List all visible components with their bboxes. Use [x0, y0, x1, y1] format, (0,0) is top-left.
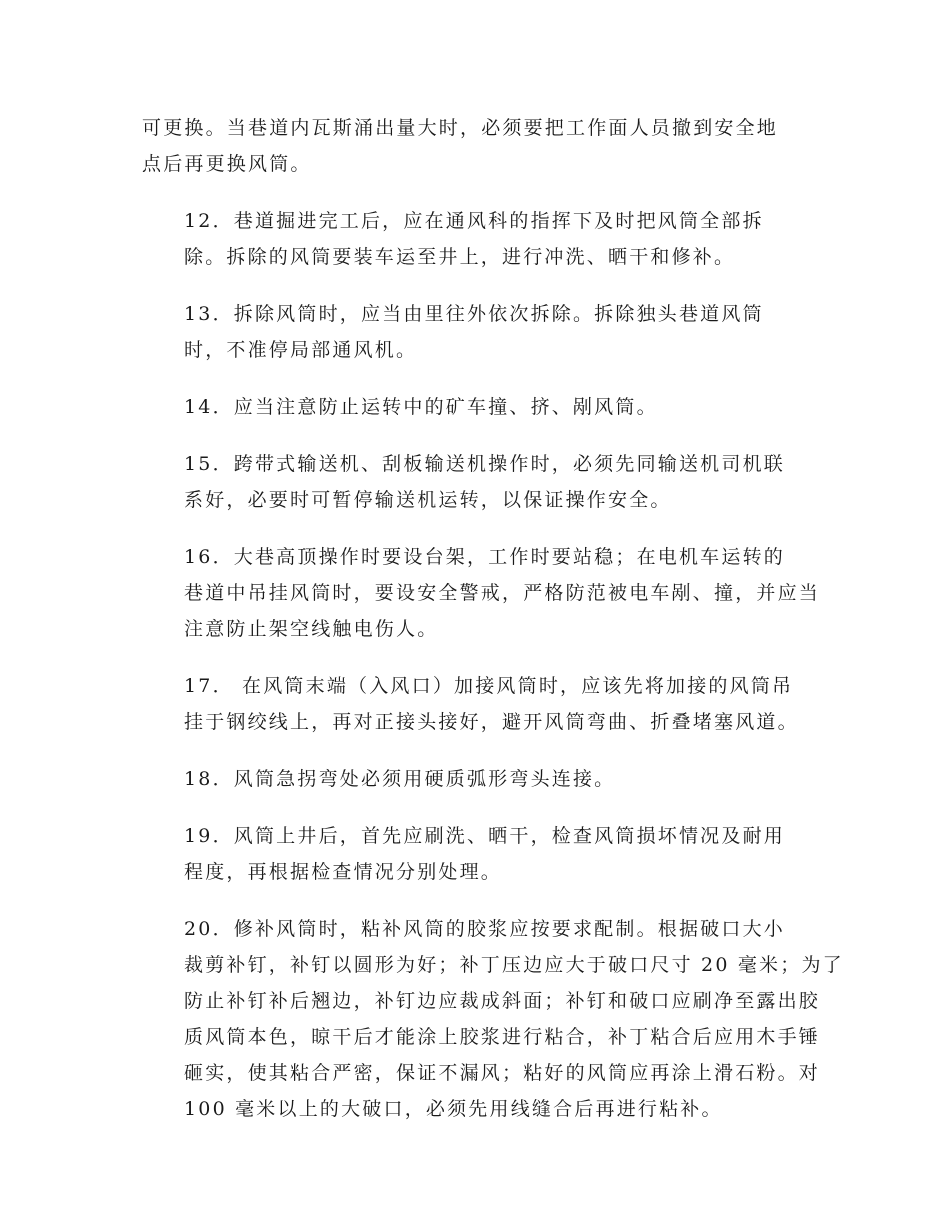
text-line: 16．大巷高顶操作时要设台架，工作时要站稳；在电机车运转的: [184, 546, 785, 568]
paragraph: [142, 761, 810, 797]
paragraph: [142, 446, 810, 518]
text-line: 挂于钢绞线上，再对正接头接好，避开风筒弯曲、折叠堵塞风道。: [184, 711, 799, 733]
text-line: 18．风筒急拐弯处必须用硬质弧形弯头连接。: [184, 768, 616, 790]
text-line: 除。拆除的风筒要装车运至井上，进行冲洗、晒干和修补。: [184, 246, 736, 268]
paragraph: [142, 296, 810, 368]
text-line: 17． 在风筒末端（入风口）加接风筒时，应该先将加接的风筒吊: [184, 675, 794, 697]
text-line: 程度，再根据检查情况分别处理。: [184, 861, 503, 883]
document-body: [142, 110, 844, 1148]
text-line: 裁剪补钉，补钉以圆形为好；补丁压边应大于破口尺寸 20 毫米；为了: [184, 954, 844, 976]
text-line: 系好，必要时可暂停输送机运转，以保证操作安全。: [184, 489, 672, 511]
text-line: 12．巷道掘进完工后，应在通风科的指挥下及时把风筒全部拆: [184, 210, 764, 232]
text-line: 13．拆除风筒时，应当由里往外依次拆除。拆除独头巷道风筒: [184, 303, 764, 325]
text-line: 时，不准停局部通风机。: [184, 339, 418, 361]
text-line: 点后再更换风筒。: [142, 153, 312, 175]
paragraph: [142, 110, 810, 182]
text-line: 注意防止架空线触电伤人。: [184, 618, 439, 640]
text-line: 15．跨带式输送机、刮板输送机操作时，必须先同输送机司机联: [184, 453, 785, 475]
text-line: 防止补钉补后翘边，补钉边应裁成斜面；补钉和破口应刷净至露出胶: [184, 990, 821, 1012]
text-line: 质风筒本色，晾干后才能涂上胶浆进行粘合，补丁粘合后应用木手锤: [184, 1026, 821, 1048]
text-line: 可更换。当巷道内瓦斯涌出量大时，必须要把工作面人员撤到安全地: [142, 117, 779, 139]
text-line: 100 毫米以上的大破口，必须先用线缝合后再进行粘补。: [184, 1098, 723, 1120]
paragraph: [142, 818, 810, 890]
text-line: 巷道中吊挂风筒时，要设安全警戒，严格防范被电车剐、撞，并应当: [184, 582, 821, 604]
text-line: 砸实，使其粘合严密，保证不漏风；粘好的风筒应再涂上滑石粉。对: [184, 1062, 821, 1084]
text-line: 14．应当注意防止运转中的矿车撞、挤、剐风筒。: [184, 396, 658, 418]
paragraph: [142, 389, 810, 425]
paragraph: [142, 911, 844, 1127]
paragraph: [142, 668, 810, 740]
text-line: 19．风筒上井后，首先应刷洗、晒干，检查风筒损坏情况及耐用: [184, 825, 785, 847]
paragraph: [142, 539, 821, 647]
paragraph: [142, 203, 810, 275]
text-line: 20．修补风筒时，粘补风筒的胶浆应按要求配制。根据破口大小: [184, 918, 785, 940]
